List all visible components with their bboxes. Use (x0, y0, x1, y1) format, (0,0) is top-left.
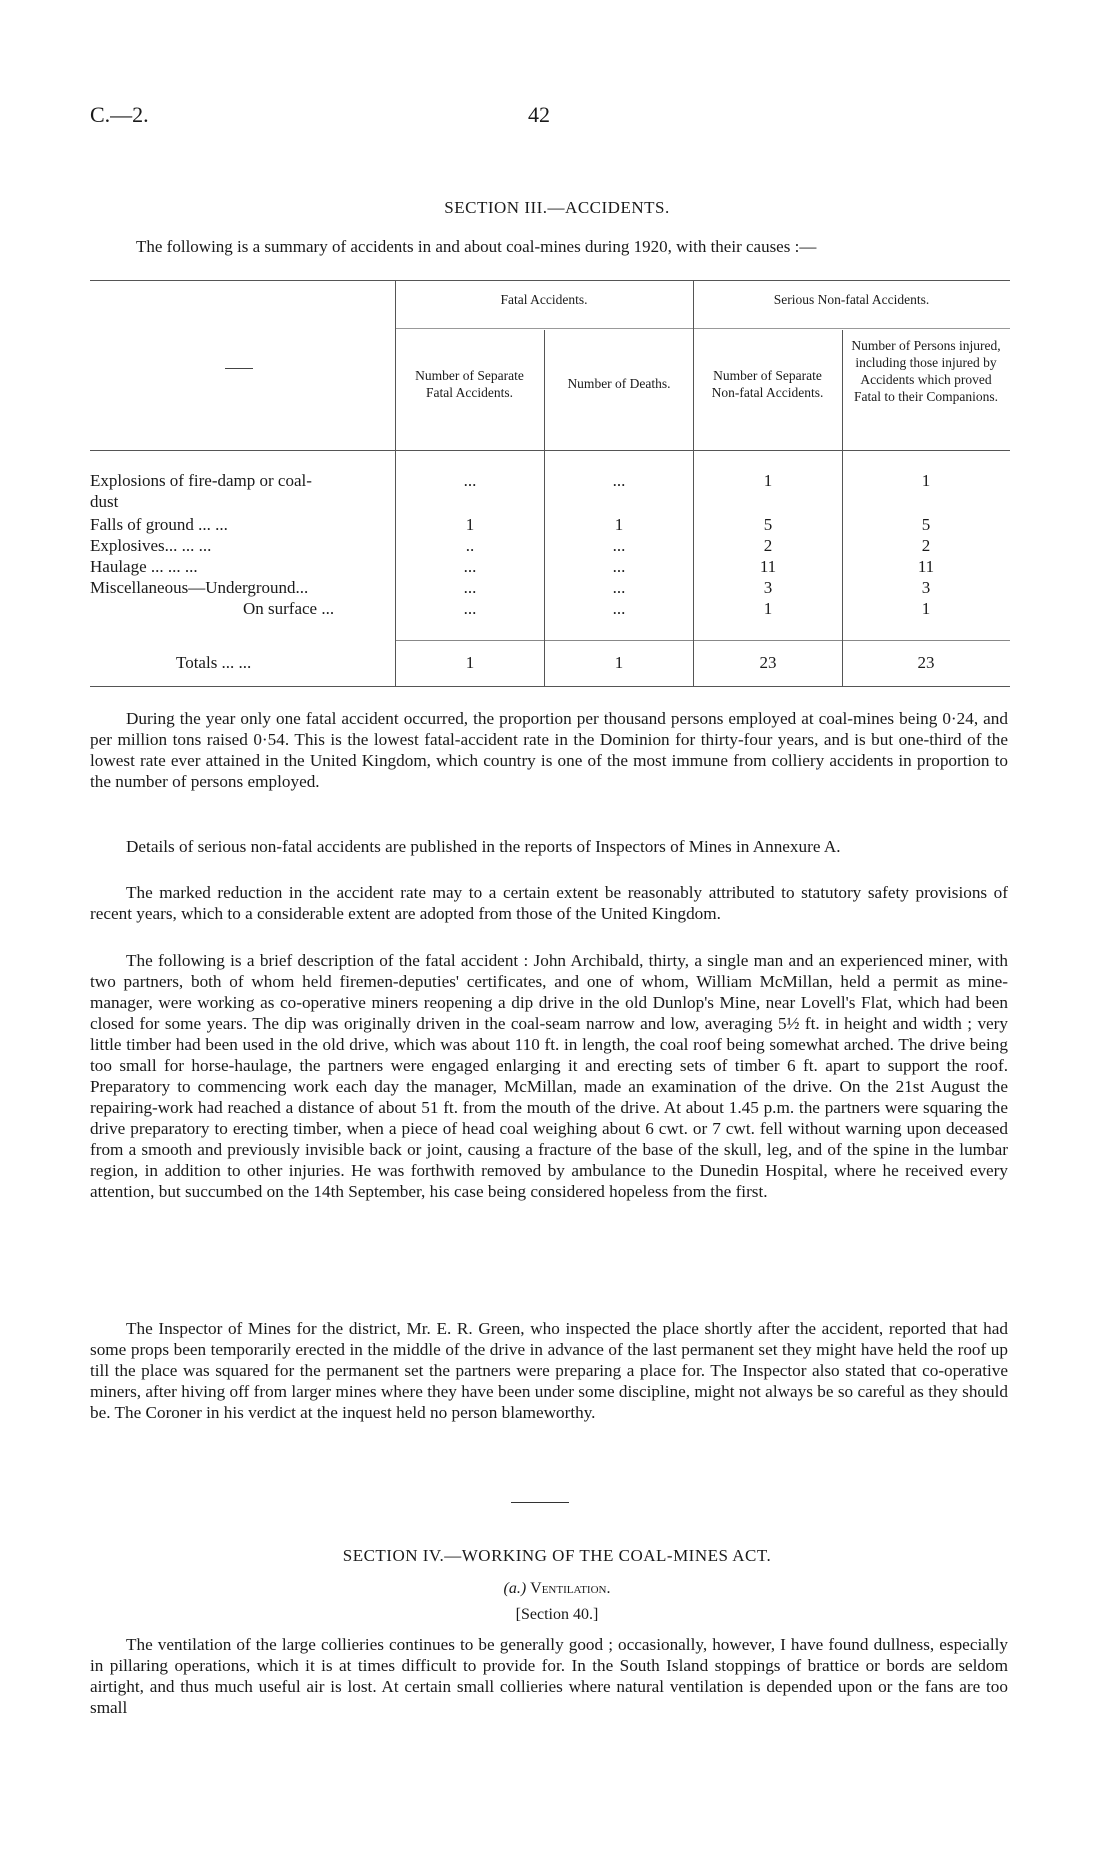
paragraph-fatal-rate: During the year only one fatal accident occurred, the proportion per thousand persons employed at coal-mines being 0·24, and per million tons raised 0·54. This is the lowest fatal-accident rate in the Dominion for thirty-four years, and is but one-third of the lowest rate ever attained in the United Kingdom, which country is one of the most immune from colliery accidents in proportion to the number of persons employed. (90, 709, 1008, 791)
table-vrule-1 (395, 280, 396, 686)
cell-6-3: 1 (763, 599, 773, 618)
header-persons-injured: Number of Persons injured, including those injured by Accidents which proved Fatal to their Companions. (851, 338, 1001, 404)
cell-1-2: ... (612, 471, 626, 490)
row-label-haulage: Haulage ... ... ... (90, 557, 198, 576)
section-3-intro: The following is a summary of accidents in and about coal-mines during 1920, with their causes :— (136, 237, 817, 256)
subsection-title: Ventilation. (530, 1580, 611, 1597)
cell-2-1: 1 (465, 515, 475, 534)
row-label-explosives: Explosives... ... ... (90, 536, 212, 555)
cell-4-2: ... (612, 557, 626, 576)
header-deaths: Number of Deaths. (567, 376, 671, 391)
table-group-rule (395, 328, 1010, 329)
section-reference: [Section 40.] (515, 1606, 599, 1623)
row-label-on-surface: On surface ... (243, 599, 335, 618)
total-nonfatal-accidents: 23 (759, 653, 777, 672)
section-divider (511, 1502, 569, 1503)
document-code: C.—2. (90, 102, 149, 127)
cell-1-4: 1 (921, 471, 931, 490)
cell-3-3: 2 (763, 536, 773, 555)
cell-6-2: ... (612, 599, 626, 618)
total-persons-injured: 23 (917, 653, 935, 672)
cell-2-4: 5 (921, 515, 931, 534)
table-bottom-rule (90, 686, 1010, 687)
accidents-table (90, 280, 1010, 690)
table-header-rule (90, 450, 1010, 451)
row-label-explosions-1: Explosions of fire-damp or coal- (90, 471, 312, 490)
row-label-totals: Totals ... ... (176, 653, 252, 672)
cell-4-3: 11 (759, 557, 777, 576)
total-deaths: 1 (614, 653, 624, 672)
table-vrule-4 (842, 330, 843, 686)
subsection-heading (0, 1580, 1114, 1598)
table-vrule-2 (544, 330, 545, 686)
header-separate-fatal: Number of Separate Fatal Accidents. (415, 368, 524, 400)
cell-5-3: 3 (763, 578, 773, 597)
header-serious-accidents: Serious Non-fatal Accidents. (773, 292, 930, 307)
header-separate-nonfatal: Number of Separate Non-fatal Accidents. (711, 368, 824, 400)
row-label-falls: Falls of ground ... ... (90, 515, 228, 534)
cell-3-2: ... (612, 536, 626, 555)
section-4-title: SECTION IV.—WORKING OF THE COAL-MINES ACT. (342, 1546, 772, 1565)
cell-1-3: 1 (763, 471, 773, 490)
cell-1-1: ... (463, 471, 477, 490)
header-fatal-accidents: Fatal Accidents. (500, 292, 588, 307)
cell-6-4: 1 (921, 599, 931, 618)
cell-2-3: 5 (763, 515, 773, 534)
cell-2-2: 1 (614, 515, 624, 534)
table-top-rule (90, 280, 1010, 281)
paragraph-details: Details of serious non-fatal accidents are published in the reports of Inspectors of Mines in Annexure A. (126, 837, 841, 856)
paragraph-fatal-description: The following is a brief description of the fatal accident : John Archibald, thirty, a single man and an experienced miner, with two partners, both of whom held firemen-deputies' certificates, and one of whom, William McMillan, held a permit as mine-manager, were working as co-operative miners reopening a dip drive in the old Dunlop's Mine, near Lovell's Flat, which had been closed for some years. The dip was originally driven in the coal-seam narrow and low, averaging 5½ ft. in height and width ; very little timber had been used in the old drive, which was about 110 ft. in length, the coal roof being somewhat arched. The drive being too small for horse-haulage, the partners were engaged enlarging it and erecting sets of timber 6 ft. apart to support the roof. Preparatory to commencing work each day the manager, McMillan, made an examination of the drive. On the 21st August the repairing-work had reached a distance of about 51 ft. from the mouth of the drive. At about 1.45 p.m. the partners were squaring the drive preparatory to erecting timber, when a piece of head coal weighing about 6 cwt. or 7 cwt. fell without warning upon deceased from a smooth and previously invisible back or joint, causing a fracture of the base of the skull, leg, and of the spine in the lumbar region, in addition to other injuries. He was forthwith removed by ambulance to the Dunedin Hospital, where he received every attention, but succumbed on the 14th September, his case being considered hopeless from the first. (90, 951, 1008, 1201)
table-vrule-3 (693, 280, 694, 686)
cell-5-4: 3 (921, 578, 931, 597)
stub-header-dash (225, 368, 253, 369)
paragraph-ventilation: The ventilation of the large collieries continues to be generally good ; occasionally, however, I have found dullness, especially in pillaring operations, which it is at times difficult to provide for. In the South Island stoppings of brattice or bords are seldom airtight, and thus much useful air is lost. At certain small collieries where natural ventilation is depended upon or the fans are too small (90, 1635, 1008, 1717)
page-number: 42 (528, 102, 550, 127)
paragraph-inspector-report: The Inspector of Mines for the district, Mr. E. R. Green, who inspected the place shortly after the accident, reported that had some props been temporarily erected in the middle of the drive in advance of the last permanent set they might have held the roof up till the place was squared for the permanent set the partners were preparing a place for. The Inspector also stated that co-operative miners, after hiving off from larger mines where they have been under some discipline, might not always be so careful as they should be. The Coroner in his verdict at the inquest held no person blameworthy. (90, 1319, 1008, 1422)
cell-4-4: 11 (917, 557, 935, 576)
cell-5-2: ... (612, 578, 626, 597)
paragraph-reduction: The marked reduction in the accident rate may to a certain extent be reasonably attributed to statutory safety provisions of recent years, which to a considerable extent are adopted from those of the United Kingdom. (90, 883, 1008, 923)
cell-3-1: .. (465, 536, 475, 555)
row-label-misc-underground: Miscellaneous—Underground... (90, 578, 309, 597)
cell-4-1: ... (463, 557, 477, 576)
cell-3-4: 2 (921, 536, 931, 555)
subsection-number: (a.) (503, 1580, 527, 1597)
total-fatal-accidents: 1 (465, 653, 475, 672)
cell-6-1: ... (463, 599, 477, 618)
cell-5-1: ... (463, 578, 477, 597)
section-3-title: SECTION III.—ACCIDENTS. (444, 198, 670, 217)
row-label-explosions-2: dust (90, 492, 119, 511)
table-totals-rule (395, 640, 1010, 641)
